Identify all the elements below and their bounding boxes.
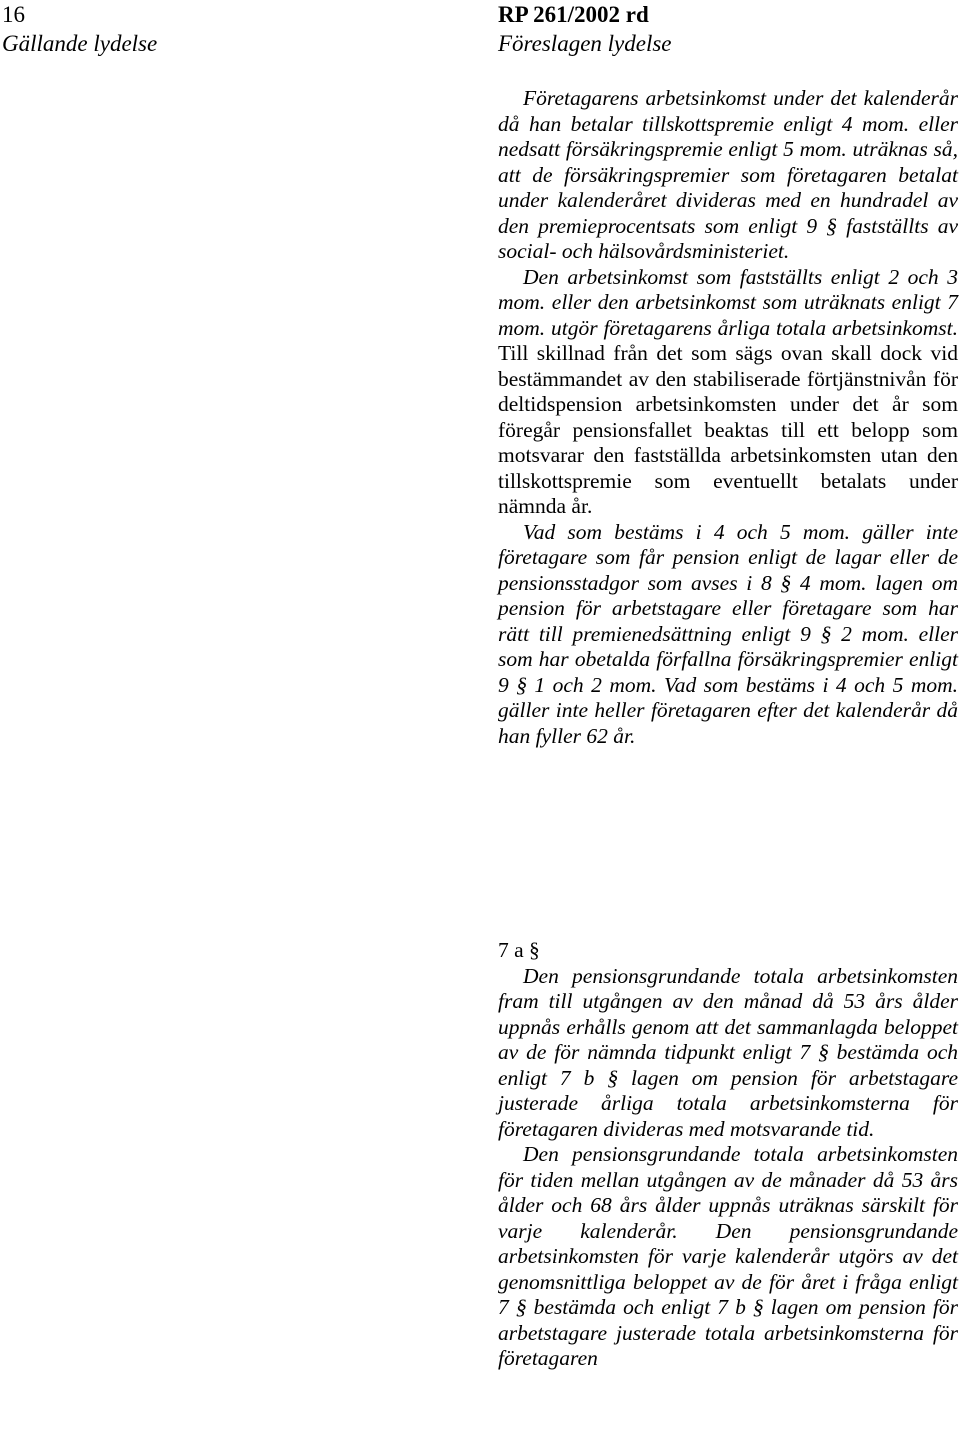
paragraph-2-plain: Till skillnad från det som sägs ovan skall dock vid bestämmandet av den stabiliserade förtjänstnivån för deltidspension arbetsinkomsten under det år som föregår pensionsfallet beaktas till ett belopp som motsvarar den fastställda arbetsinkomsten utan den tillskottspremie som eventuellt betalats under nämnda år. [498,341,958,518]
section-7a-paragraph-1: Den pensionsgrundande totala arbetsinkomsten fram till utgången av den månad då 53 års ålder uppnås erhålls genom att det sammanlagda beloppet av de för nämnda tidpunkt enligt 7 § bestämda och enligt 7 b § lagen om pension för arbetstagare justerade årliga totala arbetsinkomsterna för företagaren divideras med motsvarande tid. [498,963,958,1141]
left-column-title: Gällande lydelse [2,31,158,56]
right-column-title: Föreslagen lydelse [498,31,672,56]
document-id: RP 261/2002 rd [498,2,649,27]
paragraph-3: Vad som bestäms i 4 och 5 mom. gäller inte företagare som får pension enligt de lagar eller de pensionsstadgor som avses i 8 § 4 mom. lagen om pension för arbetstagare eller företagare som har rätt till premienedsättning enligt 9 § 2 mom. eller som har obetalda förfallna försäkringspremier enligt 9 § 1 och 2 mom. Vad som bestäms i 4 och 5 mom. gäller inte heller företagaren efter det kalenderår då han fyller 62 år. [498,519,958,748]
paragraph-1: Företagarens arbetsinkomst under det kalenderår då han betalar tillskottspremie enligt 4 mom. eller nedsatt försäkringspremie enligt 5 mom. uträknas så, att de försäkringspremier som företagaren betalat under kalenderåret divideras med en hundradel av den premieprocentsats som enligt 9 § fastställts av social- och hälsovårdsministeriet. [498,86,958,263]
proposed-text-block [498,86,958,749]
section-7a-title: 7 a § [498,938,540,962]
page-number: 16 [2,2,25,27]
paragraph-2-italic: Den arbetsinkomst som fastställts enligt 2 och 3 mom. eller den arbetsinkomst som uträknats enligt 7 mom. utgör företagarens årliga totala arbetsinkomst. [498,264,958,340]
section-7a-paragraph-2: Den pensionsgrundande totala arbetsinkomsten för tiden mellan utgången av de månader då 53 års ålder och 68 års ålder uppnås uträknas särskilt för varje kalenderår. Den pensionsgrundande arbetsinkomsten för varje kalenderår utgörs av det genomsnittliga beloppet av de för året i fråga enligt 7 § bestämda och enligt 7 b § lagen om pension för arbetstagare justerade totala arbetsinkomsterna för företagaren [498,1142,958,1370]
paragraph-2 [498,265,958,520]
section-7a-block [498,938,958,1372]
